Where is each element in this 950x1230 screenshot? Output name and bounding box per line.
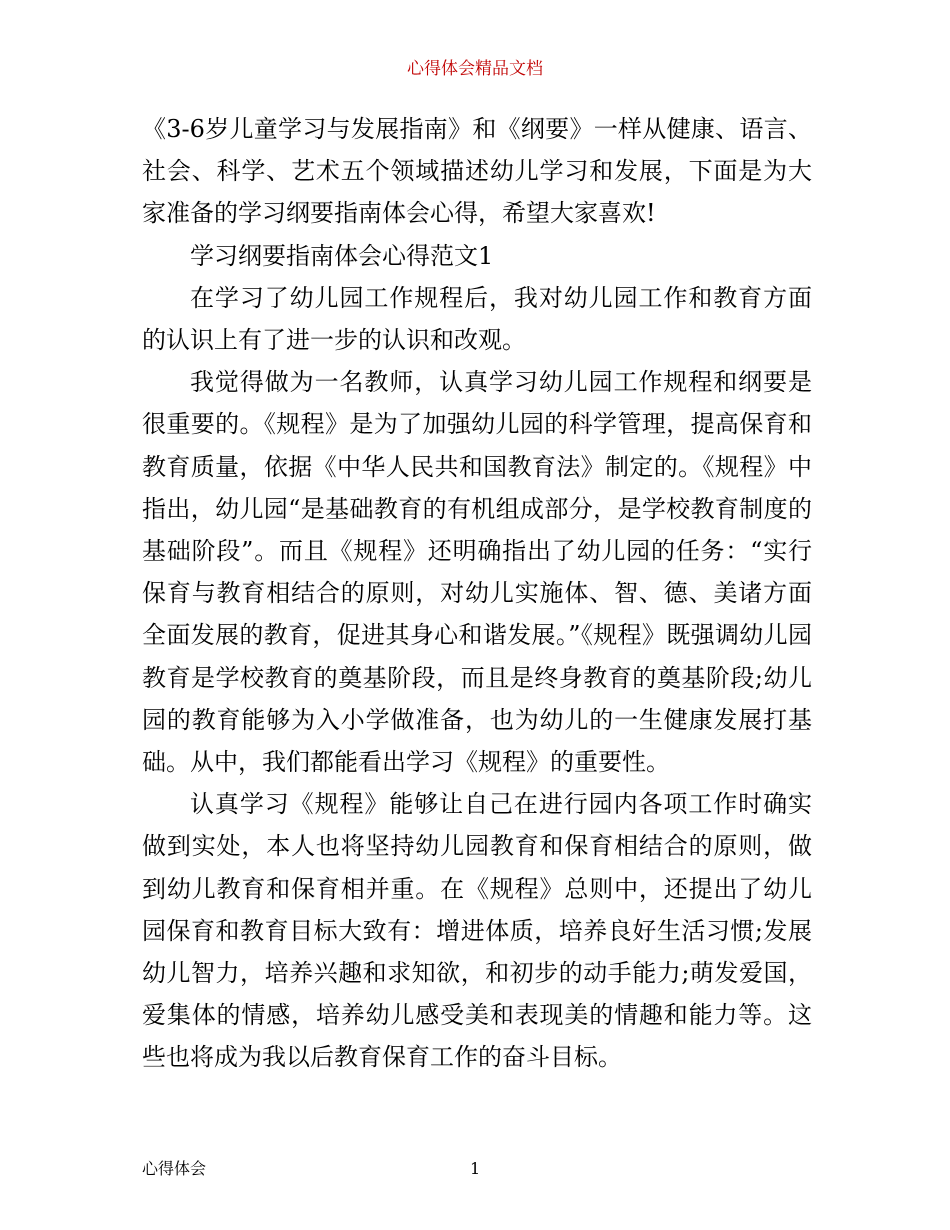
paragraph-1: 在学习了幼儿园工作规程后，我对幼儿园工作和教育方面的认识上有了进一步的认识和改观。	[142, 283, 812, 355]
paragraph-intro: 《3-6岁儿童学习与发展指南》和《纲要》一样从健康、语言、社会、科学、艺术五个领域描述幼儿学习和发展，下面是为大家准备的学习纲要指南体会心得，希望大家喜欢!	[142, 115, 812, 228]
page-footer	[142, 1158, 812, 1180]
section-heading: 学习纲要指南体会心得范文1	[190, 241, 494, 270]
page-number: 1	[470, 1159, 481, 1178]
document-body	[142, 108, 812, 1079]
page-header-title: 心得体会精品文档	[407, 59, 543, 79]
paragraph-3: 认真学习《规程》能够让自己在进行园内各项工作时确实做到实处，本人也将坚持幼儿园教育和保育相结合的原则，做到幼儿教育和保育相并重。在《规程》总则中，还提出了幼儿园保育和教育目标大致有：增进体质，培养良好生活习惯;发展幼儿智力，培养兴趣和求知欲，和初步的动手能力;萌发爱国，爱集体的情感，培养幼儿感受美和表现美的情趣和能力等。这些也将成为我以后教育保育工作的奋斗目标。	[142, 790, 812, 1072]
paragraph-2: 我觉得做为一名教师，认真学习幼儿园工作规程和纲要是很重要的。《规程》是为了加强幼儿园的科学管理，提高保育和教育质量，依据《中华人民共和国教育法》制定的。《规程》中指出，幼儿园“是基础教育的有机组成部分，是学校教育制度的基础阶段”。而且《规程》还明确指出了幼儿园的任务：“实行保育与教育相结合的原则，对幼儿实施体、智、德、美诸方面全面发展的教育，促进其身心和谐发展。”《规程》既强调幼儿园教育是学校教育的奠基阶段，而且是终身教育的奠基阶段;幼儿园的教育能够为入小学做准备，也为幼儿的一生健康发展打基础。从中，我们都能看出学习《规程》的重要性。	[142, 368, 812, 777]
footer-label: 心得体会	[142, 1159, 207, 1178]
